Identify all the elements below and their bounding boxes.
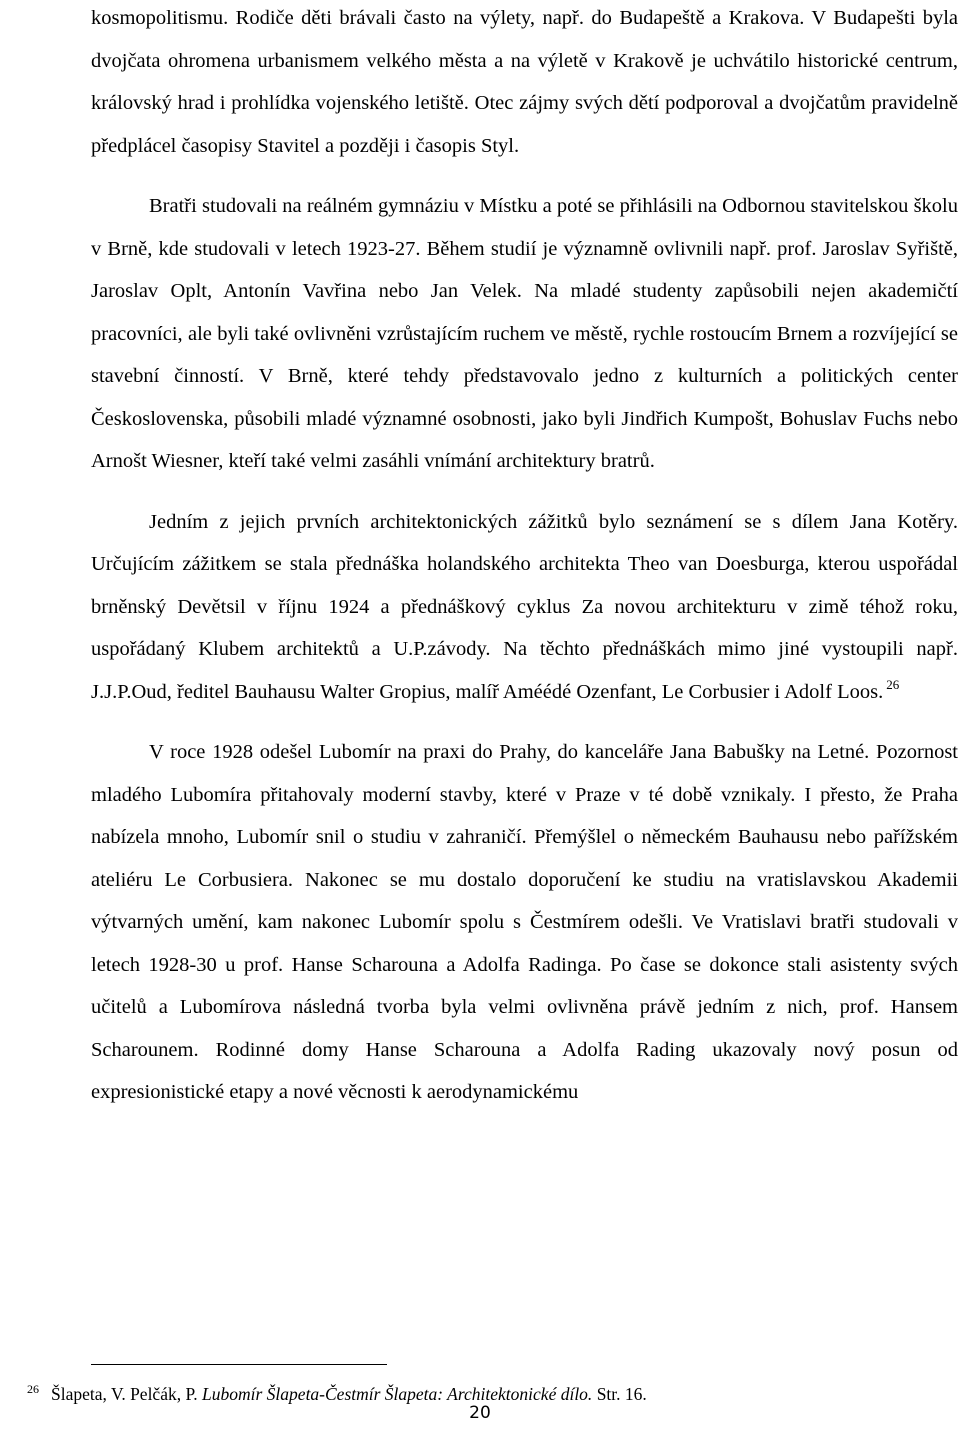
footnote-number: 26 <box>27 1382 39 1396</box>
paragraph-early-experiences-text: Jedním z jejich prvních architektonických zážitků bylo seznámení se s dílem Jana Kotěry. Určujícím zážitkem se stala přednáška holandského architekta Theo van Doesburga, kterou uspořádal brněnský Devětsil v říjnu 1924 a přednáškový cyklus Za novou architekturu v zimě téhož roku, uspořádaný Klubem architektů a U.P.závody. Na těchto přednáškách mimo jiné vystoupili např. J.J.P.Oud, ředitel Bauhausu Walter Gropius, malíř Améédé Ozenfant, Le Corbusier i Adolf Loos. <box>91 510 958 703</box>
footnote <box>27 1378 891 1405</box>
page-number: 20 <box>469 1403 491 1423</box>
paragraph-prague-wroclaw: V roce 1928 odešel Lubomír na praxi do Prahy, do kanceláře Jana Babušky na Letné. Pozornost mladého Lubomíra přitahovaly moderní stavby, které v Praze v té době vznikaly. I přesto, že Praha nabízela mnoho, Lubomír snil o studiu v zahraničí. Přemýšlel o německém Bauhausu nebo pařížském ateliéru Le Corbusiera. Nakonec se mu dostalo doporučení ke studiu na vratislavskou Akademii výtvarných umění, kam nakonec Lubomír spolu s Čestmírem odešli. Ve Vratislavi bratři studovali v letech 1928-30 u prof. Hanse Scharouna a Adolfa Radinga. Po čase se dokonce stali asistenty svých učitelů a Lubomírova následná tvorba byla velmi ovlivněna právě jedním z nich, prof. Hansem Scharounem. Rodinné domy Hanse Scharouna a Adolfa Rading ukazovaly nový posun od expresionistické etapy a nové věcnosti k aerodynamickému <box>91 741 958 1103</box>
page-body <box>27 0 958 1404</box>
paragraph-intro-continuation: kosmopolitismu. Rodiče děti brávali často na výlety, např. do Budapeště a Krakova. V Budapešti byla dvojčata ohromena urbanismem velkého města a na výletě v Krakově je uchvátilo historické centrum, královský hrad i prohlídka vojenského letiště. Otec zájmy svých dětí podporoval a dvojčatům pravidelně předplácel časopisy Stavitel a později i časopis Styl. <box>91 7 958 157</box>
footnote-title: Lubomír Šlapeta-Čestmír Šlapeta: Architektonické dílo. <box>202 1384 593 1404</box>
paragraph-early-experiences <box>91 501 958 714</box>
footnote-authors: Šlapeta, V. Pelčák, P. <box>51 1384 198 1404</box>
footnote-reference[interactable]: 26 <box>886 676 900 692</box>
footnote-pages: Str. 16. <box>596 1384 647 1404</box>
paragraph-studies: Bratři studovali na reálném gymnáziu v Místku a poté se přihlásili na Odbornou stavitelskou školu v Brně, kde studovali v letech 1923-27. Během studií je významně ovlivnili např. prof. Jaroslav Syřiště, Jaroslav Oplt, Antonín Vavřina nebo Jan Velek. Na mladé studenty zapůsobili nejen akademičtí pracovníci, ale byli také ovlivněni vzrůstajícím ruchem ve městě, rychle rostoucím Brnem a rozvíjející se stavební činností. V Brně, které tehdy představovalo jedno z kulturních a politických center Československa, působili mladé významné osobnosti, jako byli Jindřich Kumpošt, Bohuslav Fuchs nebo Arnošt Wiesner, kteří také velmi zasáhli vnímání architektury bratrů. <box>91 195 958 472</box>
footnote-separator <box>91 1364 387 1365</box>
